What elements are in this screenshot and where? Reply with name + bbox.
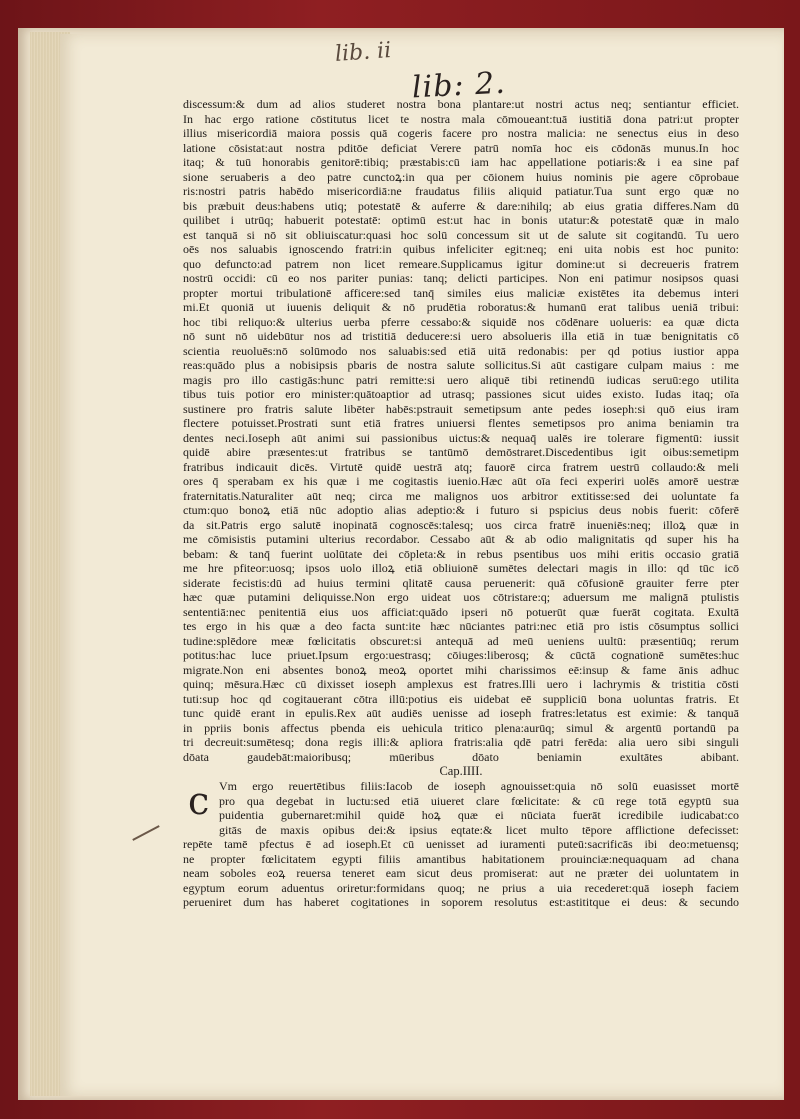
text-line: bis præbuit deus:habens utiq; potestatē & auferre & dare:nihilq; ab eius gratia differes.Nam dū — [183, 198, 739, 213]
text-line: fratribus indicauit dicēs. Virtutē quidē uestrā atq; fauorē circa fratrem uestrū collaudo:& meli — [183, 459, 739, 474]
text-line: puidentia gubernaret:mihil quidē hoꝝ quæ ei nūciata fuerāt icredibile iudicabat:co — [219, 808, 739, 822]
text-line: quinq; mēsura.Hæc cū dixisset ioseph amplexus est fratres.Illi uero i lachrymis & tristitia cōsti — [183, 677, 739, 691]
chapter-text — [183, 779, 739, 910]
text-line: tibus tuis potior ero minister:quātoaptior ad utrasq; passiones sicut uides existo. Iudas itaq; oīa — [183, 387, 739, 401]
text-line: me cōmisistis putamini ulterius recordabor. Cessabo aūt & ab odio malignitatis qd super his ha — [183, 532, 739, 546]
text-line: me hre pfiteor:uosq; ipsos uolo illoꝝ etiā obliuionē sumētes delectari magis in illo: qd tūc icō — [183, 561, 739, 575]
text-line: gitās de maxis opibus dei:& ipsius eqtate:& licet multo tēpore afflictione defecisset: — [219, 822, 739, 837]
text-line: oēs nos saluabis ignoscendo fratri:in quibus infeliciter egit:neq; eni uita nobis est hoc punito: — [183, 242, 739, 256]
text-line: migrate.Non eni absentes bonoꝝ meoꝝ oportet mihi charissimos eē:insup & fame ānis adhuc — [183, 662, 739, 677]
text-line: magis pro illo castigās:hunc patri remitte:si uero aliquē tibi retinendū iudicas seruū:ego utilita — [183, 372, 739, 387]
chapter-block — [183, 779, 739, 910]
text-line: sententiā:nec penitentiā eius uos afficiat:quādo ipseri nō potuerūt quæ fuerāt cogitata. Exultā — [183, 604, 739, 619]
text-line: In hac ergo ratione cōstitutus licet te nostra mala cōmoueant:tuā iustitiā dona patri:ut propter — [183, 111, 739, 126]
text-line: flectere potuisset.Prostrati sunt etiā fratres uniuersi flentes semetipsos pro anima beniamin tra — [183, 416, 739, 430]
text-line: scientia reuoluēs:nō solūmodo nos saluabis:sed etiā uitā redonabis: per qd potius iustior appa — [183, 343, 739, 358]
text-line: tudine:splēdore meæ fœlicitatis obscuret:si antequā ad meū ueniens uultū: præsentiūq; rerum — [183, 633, 739, 648]
text-line: illius misericordiā maiora possis quā cogeris facere pro nostra malicia: ne senectus eius in deso — [183, 126, 739, 140]
text-line: hæc quæ putamini deliquisse.Non ergo uideat uos cōtristare:q; aduersum me malignā ptulistis — [183, 590, 739, 604]
text-line: tuti:sup hoc qd cogitauerant cōtra illū:potius eis uidebat eē suppliciū bona uoluntas fratris. Et — [183, 691, 739, 706]
text-line: tri decreuit:sumētesq; dona regis illi:& apliora fratris:alia qdē patri ferēda: alia uero sibi singuli — [183, 735, 739, 749]
folio-header: lib: 2. — [411, 65, 507, 106]
text-line: propter mortui tribulationē afficere:sed tanq̄ similes eius maliciæ existētes ita debemus interi — [183, 285, 739, 300]
text-block — [183, 97, 739, 910]
text-line: nostrū occidi: cū eo nos pariter punias: tanq; delicti participes. Non eni patimur nosipsos quasi — [183, 271, 739, 285]
text-line: tunc quidē erant in epulis.Rex aūt audiēs uenisse ad ioseph fratres:letatus est eximie: & tanquā — [183, 706, 739, 720]
text-line: quilibet i utrūq; habuerit potestatē: optimū est:ut hac in bonis utatur:& potestatē quæ in malo — [183, 213, 739, 227]
text-line: sione seruaberis a deo patre cunctoꝝ:in qua per cōionem huius nominis pie agere cōprobaue — [183, 169, 739, 184]
text-line: bebam: & tanq̄ fuerint uolūtate dei cōpleta:& in rebus psentibus uos mihi eritis occasio gratiā — [183, 546, 739, 561]
text-line: fraternitatis.Naturaliter aūt neq; circa me malignos uos arbitror extitisse:sed dei uoluntate fa — [183, 488, 739, 503]
chapter-heading: Cap.IIII. — [439, 764, 483, 778]
text-line: tes ergo in his quæ a deo facta sunt:ite hæc nūciantes patri:nec etiā pro istis cōsumptus sollici — [183, 619, 739, 633]
text-line: reas:quādo plus a nobisipsis pbaris de nostra salute sollicitus.Si aūt castigare culpam maius : me — [183, 358, 739, 372]
text-line: repēte tamē pfectus ē ad ioseph.Et cū uenisset ad iuramenti puteū:sacrificās ibi deo:metuensq; — [183, 837, 739, 851]
text-line: dentes neci.Ioseph aūt animi sui passionibus uictus:& nequaq̄ ualēs ire tolerare figmentū: iussit — [183, 430, 739, 445]
text-line: pro qua degebat in luctu:sed etiā uiueret clare fœlicitate: & cū rege totā egyptū sua — [219, 793, 739, 808]
text-line: in ppriis bonis affectus pbenda eis uehicula tritico plena:aurūq; simul & argentū portandū pa — [183, 720, 739, 735]
text-line: Vm ergo reuertētibus filiis:Iacob de ioseph agnouisset:quia nō solū euasisset mortē — [219, 779, 739, 793]
text-line: da sit.Patris ergo salutē inopinatā cognoscēs:talesq; uos circa fratrē inueniēs:neq; illoꝝ quæ in — [183, 517, 739, 532]
text-line: quo defuncto:ad patrem non licet remeare.Supplicamus igitur domine:ut si decreueris fratrem — [183, 256, 739, 271]
text-line: egyptum eorum aduentus oriretur:formidans quoq; ne prius a uia recederet:quā ioseph faciem — [183, 880, 739, 895]
marginal-note: lib. ii — [334, 38, 393, 67]
text-line: discessum:& dum ad alios studeret nostra bona plantare:ut nostri actus neq; sentiantur efficiet. — [183, 97, 739, 111]
text-line: neam soboles eoꝝ reuersa teneret eam sicut deus promiserat: aut ne præter dei uoluntatem in — [183, 866, 739, 880]
text-line: ctum:quo bonoꝝ etiā nūc adoptio alias adeptio:& i futuro si pspicius deus nobis fuerit: cōferē — [183, 503, 739, 517]
text-line: potitus:hac luce priuet.Ipsum ergo:uestrasq; cōiuges:liberosq; & cūctā cognationē sumētes:huc — [183, 648, 739, 662]
text-line: quidē abire præsentes:ut fratribus se tantūmō demōstraret.Discedentibus igit oibus:semetipm — [183, 445, 739, 459]
text-line: ris:nostri patris habēdo misericordiā:ne fraudatus filiis aliquid patiatur.Tua sunt ergo quæ no — [183, 184, 739, 198]
text-line: sustinere pro fratris salute libēter habēs:pstrauit semetipsum ante pedes ioseph:si quō eius iram — [183, 401, 739, 416]
text-line: itaq; & tuū honorabis genitorē:tibiq; præstabis:cū iam hac appellatione potiaris:& i ea sine paf — [183, 155, 739, 169]
text-line: latione cōsistat:aut nostra pditōe deficiat Verere patrū nomīa hoc eis cōdonās munus.In hoc — [183, 140, 739, 155]
text-line: hoc tibi reliquo:& ulterius uerba pferre cessabo:& siquidē nos cōdēnare uolueris: ea quæ dicta — [183, 314, 739, 329]
text-line: mi.Et quoniā ut iuuenis deliquit & nō prudētia roboratus:& humanū erat talibus ueniā tribui: — [183, 300, 739, 314]
guide-letter: c — [188, 779, 210, 823]
text-line: ores q̄ sperabam ex his quæ i me cogitastis iuenio.Hæc aūt oīa feci experiri uolēs amorē uestræ — [183, 474, 739, 488]
text-line: est tanquā si nō sit obliuiscatur:quasi hoc solū concessum sit ut de salute sit cogitandū. Tu uero — [183, 227, 739, 242]
text-line: siderate fecistis:dū ad huius termini qlitatē causa peruenerit: quā cōfusionē grauiter ferre pter — [183, 575, 739, 590]
text-line: nō sunt nō uidebūtur nos ad tristitiā deducere:si uero absolueris illa etiā in tuæ benignitatis cō — [183, 329, 739, 343]
text-line: ne propter fœlicitatem egypti filiis amantibus habitationem prouinciæ:nequaquam ad chana — [183, 851, 739, 866]
body-text — [183, 97, 739, 764]
text-line: dōata gaudebāt:maioribusq; mūeribus dōato beniamin exultātes abibant. — [183, 749, 739, 764]
text-line: perueniret dum has haberet cogitationes in soporem resolutus est:astititque ei deus: & secundo — [183, 895, 739, 909]
